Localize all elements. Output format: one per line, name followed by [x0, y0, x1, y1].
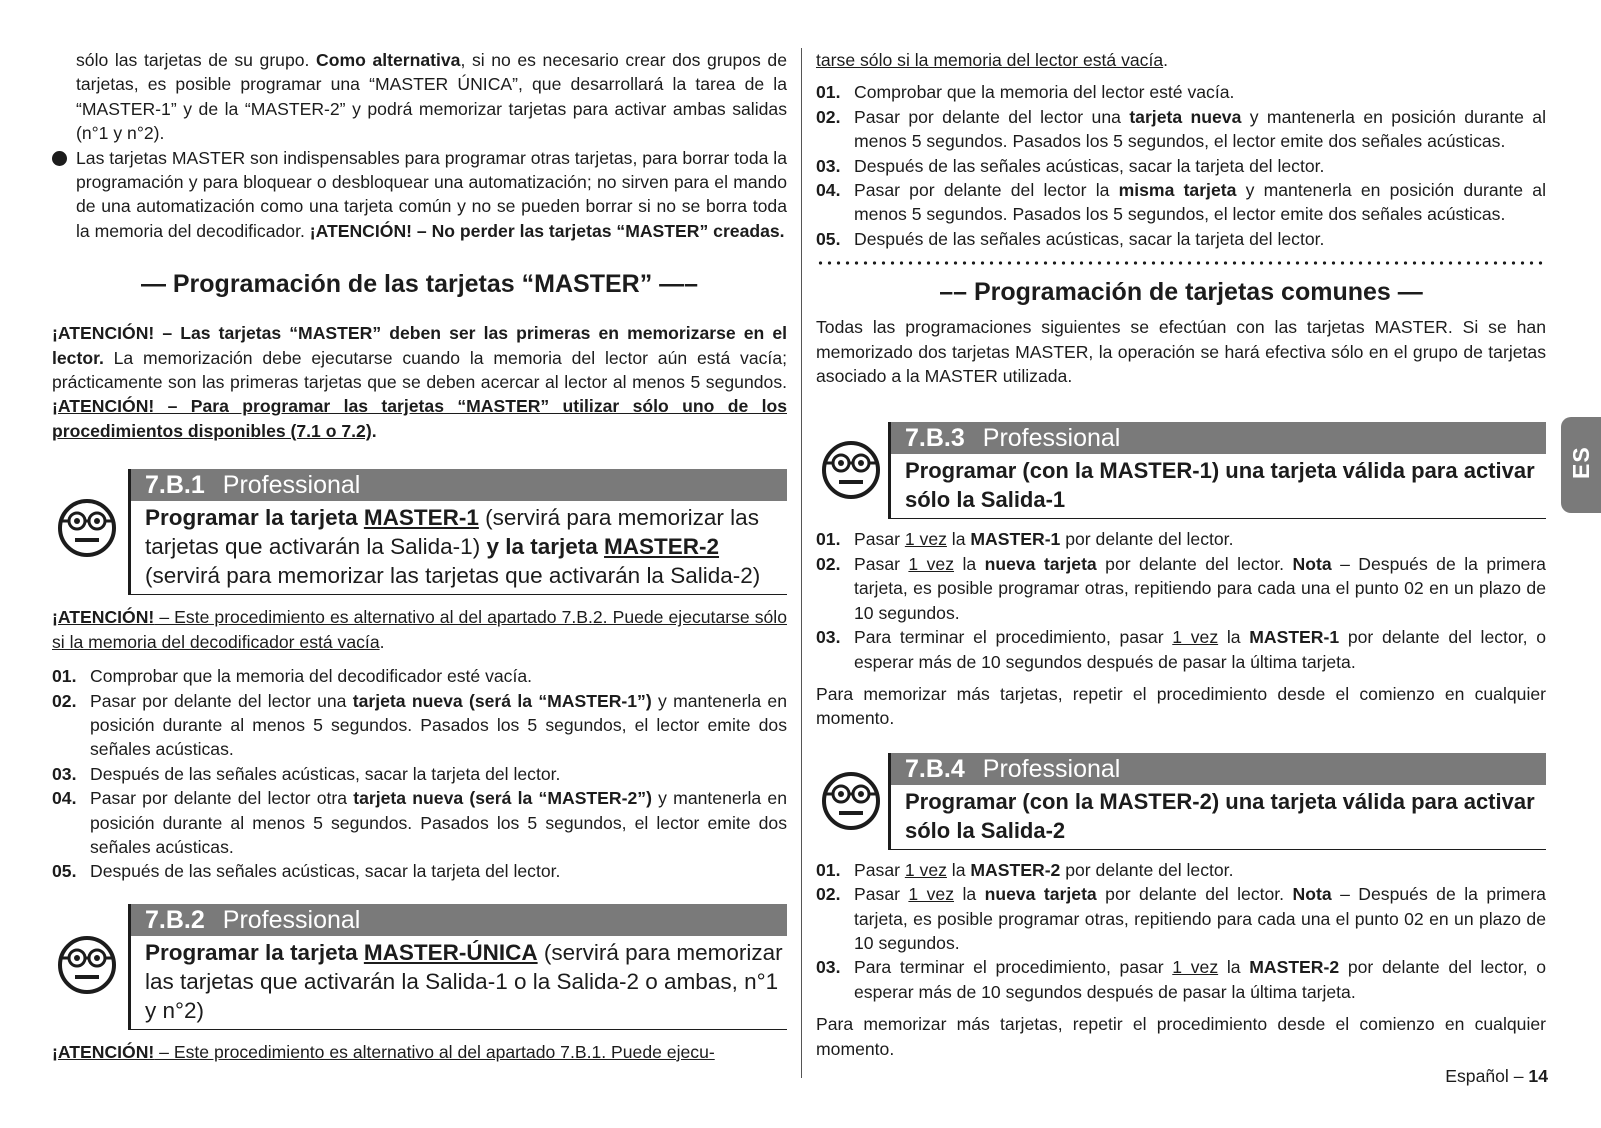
section-7b3-after: Para memorizar más tarjetas, repetir el procedimiento desde el comienzo en cualquier momento. — [816, 683, 1546, 729]
section-7b2 — [128, 904, 787, 1030]
step-item: 03. Después de las señales acústicas, sacar la tarjeta del lector. — [52, 763, 561, 784]
continued-note: tarse sólo si la memoria del lector está vacía. — [816, 50, 1169, 70]
step-item: 02. Pasar 1 vez la nueva tarjeta por delante del lector. Nota – Después de la primera tarjeta, es posible programar otras, repitiendo para cada una el punto 02 en un plazo de 10 segundos. — [816, 553, 1546, 623]
step-item: 02. Pasar por delante del lector una tarjeta nueva y mantenerla en posición durante al menos 5 segundos. Pasados los 5 segundos, el lector emite dos señales acústicas. — [816, 106, 1546, 152]
language-tab — [1561, 417, 1601, 513]
step-item: 03. Para terminar el procedimiento, pasar 1 vez la MASTER-1 por delante del lector, o esperar más de 10 segundos después de pasar la última tarjeta. — [816, 627, 1546, 672]
right-column — [816, 48, 1546, 1061]
step-item: 01. Pasar 1 vez la MASTER-1 por delante del lector. — [816, 529, 1234, 550]
attention-paragraph: ¡ATENCIÓN! – Las tarjetas “MASTER” deben ser las primeras en memorizarse en el lector. La memorización debe ejecutarse cuando la memoria del lector aún está vacía; prácticamente son las primeras tarjetas que se deben acercar al lector al menos 5 segundos. ¡ATENCIÓN! – Para programar las tarjetas “MASTER” utilizar sólo uno de los procedimientos disponibles (7.1 o 7.2). — [52, 323, 787, 441]
step-item: 03. Para terminar el procedimiento, pasar 1 vez la MASTER-2 por delante del lector, o esperar más de 10 segundos después de pasar la última tarjeta. — [816, 957, 1546, 1002]
section-bar: 7.B.4 Professional — [891, 753, 1546, 785]
intro-paragraph: sólo las tarjetas de su grupo. Como alternativa, si no es necesario crear dos grupos de tarjetas, es posible programar una “MASTER ÚNICA”, que desarrollará la tarea de la “MASTER-1” y de la “MASTER-2” y podrá memorizar tarjetas para activar ambas salidas (n°1 y n°2). — [76, 50, 788, 144]
section-7b3 — [888, 422, 1546, 519]
section-7b4-steps — [816, 858, 1546, 1004]
step-item: 01. Pasar 1 vez la MASTER-2 por delante del lector. — [816, 859, 1234, 880]
step-item: 02. Pasar por delante del lector una tarjeta nueva (será la “MASTER-1”) y mantenerla en posición durante al menos 5 segundos. Pasados los 5 segundos, el lector emite dos señales acústicas. — [52, 690, 787, 760]
step-item: 01. Comprobar que la memoria del lector esté vacía. — [816, 82, 1235, 103]
step-item: 02. Pasar 1 vez la nueva tarjeta por delante del lector. Nota – Después de la primera tarjeta, es posible programar otras, repitiendo para cada una el punto 02 en un plazo de 10 segundos. — [816, 884, 1546, 953]
section-title: Programar (con la MASTER-1) una tarjeta válida para activar sólo la Salida-1 — [905, 458, 1535, 513]
language-tab-label: ES — [1568, 446, 1594, 479]
section-title: Programar (con la MASTER-2) una tarjeta válida para activar sólo la Salida-2 — [905, 788, 1535, 843]
step-item: 04. Pasar por delante del lector la misma tarjeta y mantenerla en posición durante al menos 5 segundos. Pasados los 5 segundos, el lector emite dos señales acústicas. — [816, 180, 1546, 225]
step-item: 05. Después de las señales acústicas, sacar la tarjeta del lector. — [52, 861, 561, 882]
column-divider — [801, 48, 802, 1078]
section-7b1-steps — [52, 664, 787, 884]
common-intro-paragraph: Todas las programaciones siguientes se efectúan con las tarjetas MASTER. Si se han memorizado dos tarjetas MASTER, la operación se hará efectiva sólo en el grupo de tarjetas asociado a la MASTER utilizada. — [816, 317, 1546, 387]
section-title: Programar la tarjeta MASTER-1 (servirá para memorizar las tarjetas que activarán la Salida-1) y la tarjeta MASTER-2 (servirá para memorizar las tarjetas que activarán la Salida-2) — [145, 505, 761, 589]
section-bar: 7.B.1 Professional — [131, 469, 787, 501]
step-item: 01. Comprobar que la memoria del decodificador esté vacía. — [52, 666, 533, 687]
section-7b1 — [128, 469, 787, 595]
glasses-face-icon — [57, 935, 117, 995]
section-7b2-steps — [816, 80, 1546, 251]
section-bar: 7.B.2 Professional — [131, 904, 787, 936]
footer-language: Español – — [1445, 1066, 1529, 1086]
page-number: 14 — [1528, 1066, 1548, 1086]
section-7b2-note: ¡ATENCIÓN! – Este procedimiento es alternativo al del apartado 7.B.1. Puede ejecu- — [52, 1041, 715, 1062]
section-7b1-note: ¡ATENCIÓN! – Este procedimiento es alternativo al del apartado 7.B.2. Puede ejecutarse sólo si la memoria del decodificador está vacía. — [52, 607, 787, 652]
step-item: 03. Después de las señales acústicas, sacar la tarjeta del lector. — [816, 155, 1325, 176]
section-heading-master: — Programación de las tarjetas “MASTER” —– — [140, 270, 699, 299]
bullet-dot — [52, 151, 67, 166]
step-item: 05. Después de las señales acústicas, sacar la tarjeta del lector. — [816, 228, 1325, 249]
page-footer — [1445, 1066, 1548, 1087]
master-cards-bullet: Las tarjetas MASTER son indispensables para programar otras tarjetas, para borrar toda la programación y para bloquear o desbloquear una automatización; no sirven para el mando de una automatización como una tarjeta común y no se pueden borrar si no se borra toda la memoria del decodificador. ¡ATENCIÓN! – No perder las tarjetas “MASTER” creadas. — [52, 146, 787, 244]
section-7b3-steps — [816, 527, 1546, 673]
section-7b4-after: Para memorizar más tarjetas, repetir el procedimiento desde el comienzo en cualquier momento. — [816, 1014, 1546, 1059]
step-item: 04. Pasar por delante del lector otra tarjeta nueva (será la “MASTER-2”) y mantenerla en posición durante al menos 5 segundos. Pasados los 5 segundos, el lector emite dos señales acústicas. — [52, 788, 787, 857]
section-title: Programar la tarjeta MASTER-ÚNICA (servirá para memorizar las tarjetas que activarán la Salida-1 o la Salida-2 o ambas, n°1 y n°2) — [145, 939, 783, 1023]
section-heading-common: –– Programación de tarjetas comunes — — [939, 278, 1423, 307]
section-bar: 7.B.3 Professional — [891, 422, 1546, 454]
left-column — [52, 48, 787, 1064]
glasses-face-icon — [821, 771, 881, 831]
dotted-separator — [816, 261, 1546, 265]
glasses-face-icon — [57, 498, 117, 558]
glasses-face-icon — [821, 440, 881, 500]
section-7b4 — [888, 753, 1546, 850]
